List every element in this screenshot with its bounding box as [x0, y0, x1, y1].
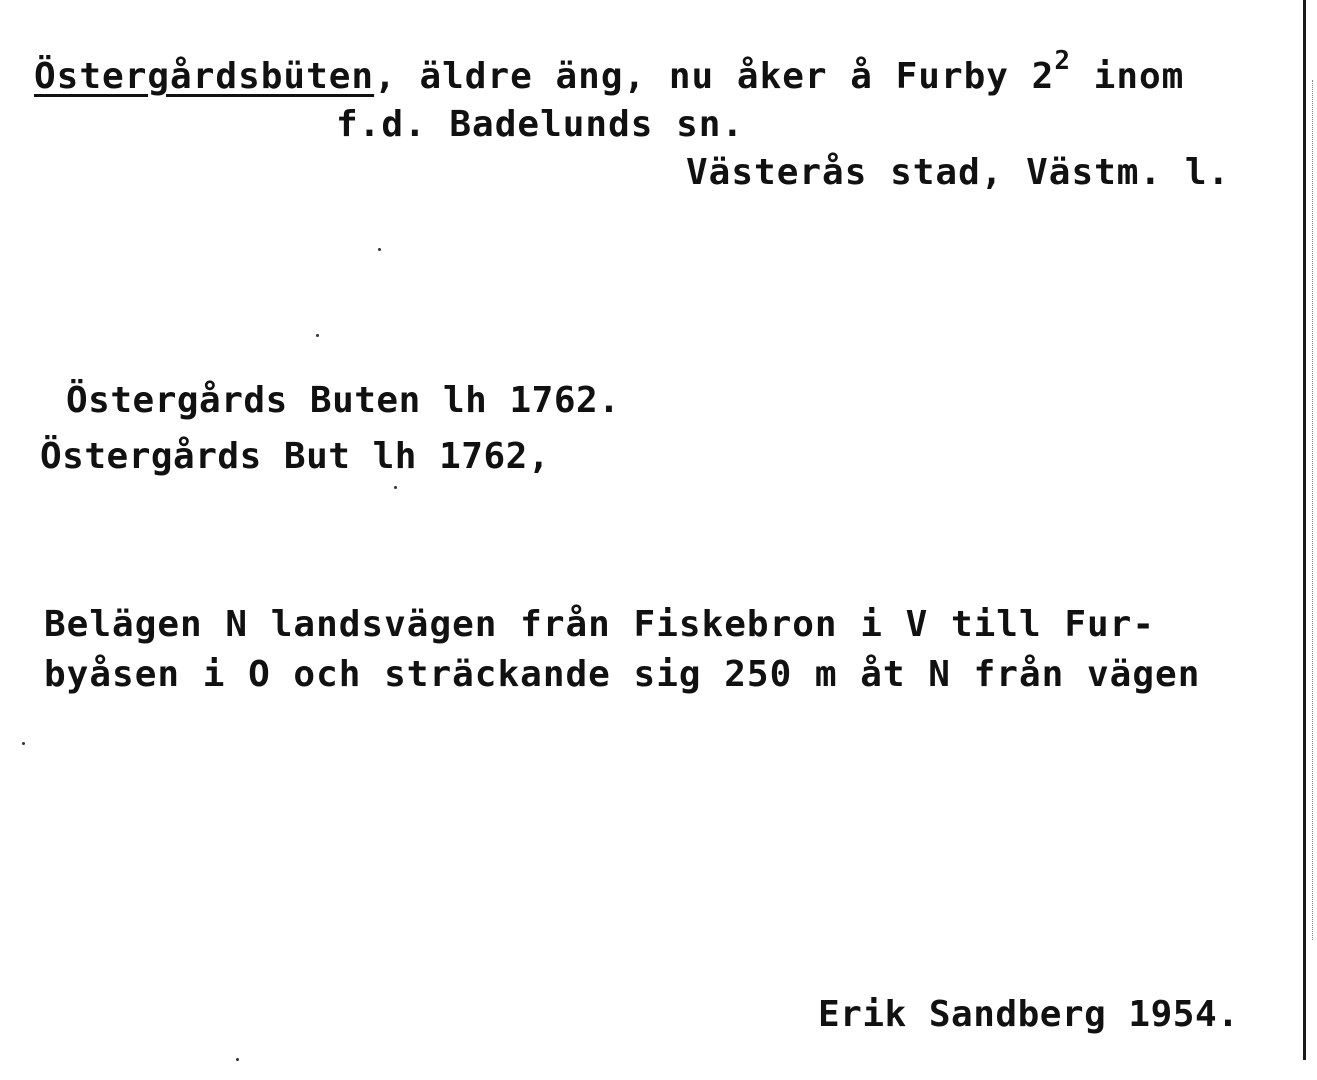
description-line-1: Belägen N landsvägen från Fiskebron i V till Fur-	[44, 604, 1156, 645]
variant-line-1: Östergårds Buten lh 1762.	[66, 380, 621, 421]
scan-speck	[316, 334, 319, 337]
location-line: Västerås stad, Västm. l.	[686, 152, 1231, 193]
scan-speck	[22, 742, 25, 745]
heading-line	[34, 46, 1185, 97]
card-edge-line	[1303, 0, 1306, 1060]
scan-speck	[236, 1058, 239, 1061]
place-name: Östergårdsbüten	[34, 56, 375, 97]
signature-line: Erik Sandberg 1954.	[818, 994, 1240, 1035]
card-edge-dots	[1312, 80, 1314, 940]
scan-speck	[394, 486, 397, 489]
heading-tail: inom	[1070, 56, 1185, 97]
scan-speck	[378, 248, 381, 251]
heading-rest: , äldre äng, nu åker å Furby 2	[374, 56, 1055, 97]
description-line-2: byåsen i O och sträckande sig 250 m åt N från vägen	[44, 654, 1201, 695]
variant-line-2: Östergårds But lh 1762,	[40, 436, 550, 477]
heading-superscript: 2	[1054, 46, 1071, 76]
parish-line: f.d. Badelunds sn.	[336, 104, 745, 145]
